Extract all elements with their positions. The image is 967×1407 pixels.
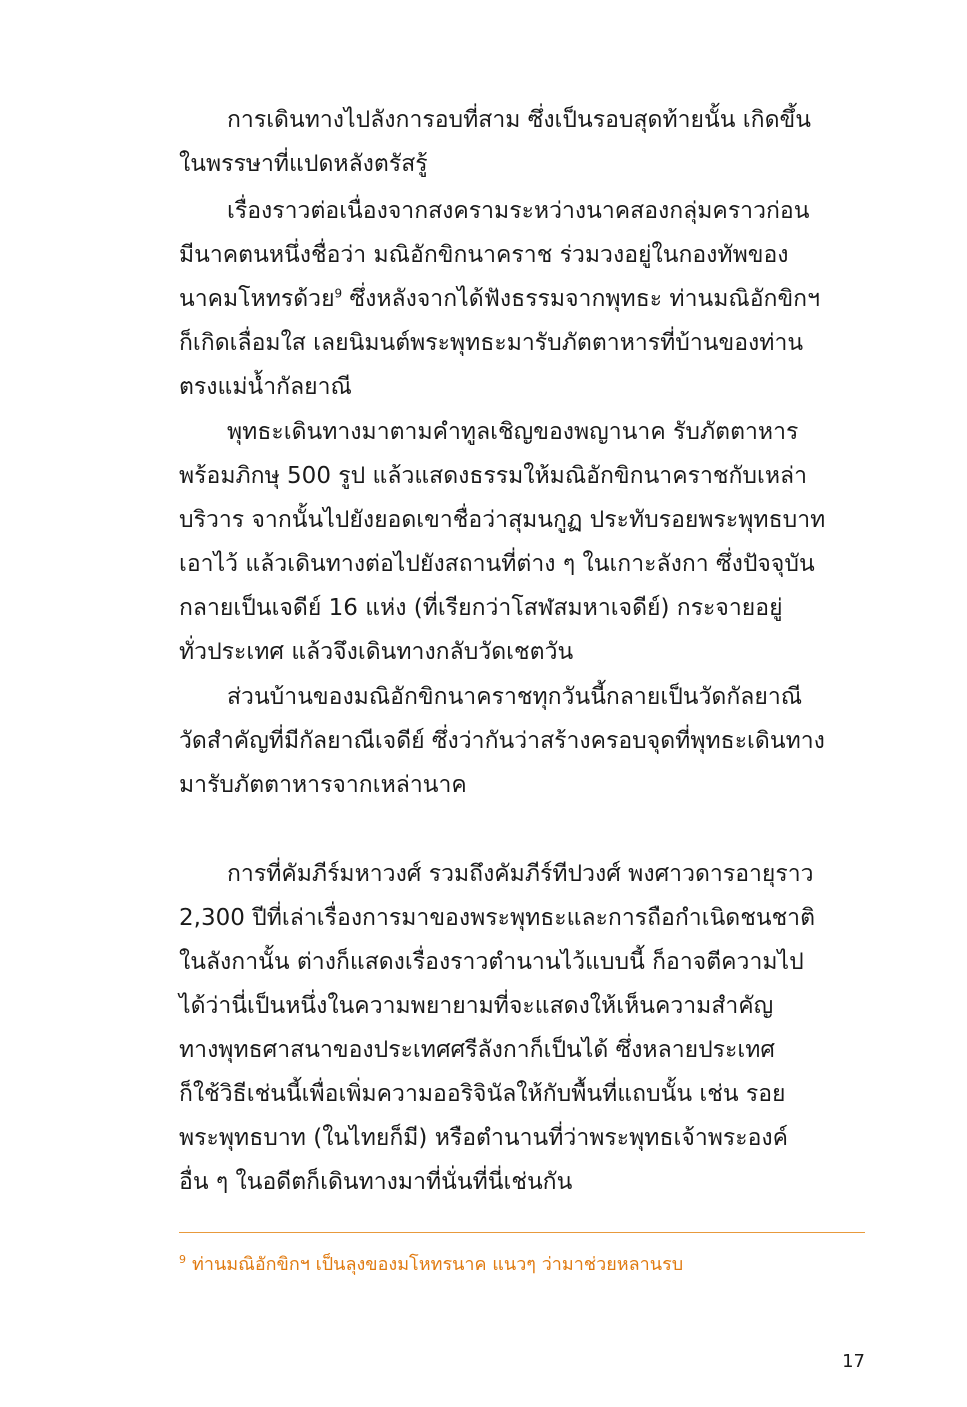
paragraph-5-line-8: อื่น ๆ ในอดีตก็เดินทางมาที่นั่นที่นี่เช่นกัน [179, 1169, 573, 1195]
paragraph-5-line-1: การที่คัมภีร์มหาวงศ์ รวมถึงคัมภีร์ทีปวงศ์ พงศาวดารอายุราว [227, 861, 814, 887]
footnote-text: ท่านมณิอักขิกฯ เป็นลุงของมโหทรนาค แนวๆ ว่ามาช่วยหลานรบ [192, 1254, 684, 1275]
footnote-reference[interactable]: 9 [334, 286, 343, 301]
paragraph-3-line-4: เอาไว้ แล้วเดินทางต่อไปยังสถานที่ต่าง ๆ ในเกาะลังกา ซึ่งปัจจุบัน [179, 551, 815, 577]
paragraph-4-line-3: มารับภัตตาหารจากเหล่านาค [179, 772, 467, 798]
paragraph-2-line-3-end: ซึ่งหลังจากได้ฟังธรรมจากพุทธะ ท่านมณิอักขิกฯ [342, 286, 821, 312]
paragraph-4-line-2: วัดสำคัญที่มีกัลยาณีเจดีย์ ซึ่งว่ากันว่าสร้างครอบจุดที่พุทธะเดินทาง [179, 728, 825, 754]
paragraph-3-line-6: ทั่วประเทศ แล้วจึงเดินทางกลับวัดเชตวัน [179, 639, 574, 665]
paragraph-2-line-1: เรื่องราวต่อเนื่องจากสงครามระหว่างนาคสองกลุ่มคราวก่อน [227, 198, 810, 224]
paragraph-3-line-1: พุทธะเดินทางมาตามคำทูลเชิญของพญานาค รับภัตตาหาร [227, 419, 799, 445]
paragraph-5-line-5: ทางพุทธศาสนาของประเทศศรีลังกาก็เป็นได้ ซึ่งหลายประเทศ [179, 1037, 776, 1063]
paragraph-4-line-1: ส่วนบ้านของมณิอักขิกนาคราชทุกวันนี้กลายเป็นวัดกัลยาณี [227, 684, 803, 710]
paragraph-2-line-4: ก็เกิดเลื่อมใส เลยนิมนต์พระพุทธะมารับภัตตาหารที่บ้านของท่าน [179, 330, 804, 356]
paragraph-3-line-3: บริวาร จากนั้นไปยังยอดเขาชื่อว่าสุมนกูฏ ประทับรอยพระพุทธบาท [179, 507, 826, 533]
paragraph-3-line-2: พร้อมภิกษุ 500 รูป แล้วแสดงธรรมให้มณิอักขิกนาคราชกับเหล่า [179, 463, 808, 489]
footnote-divider [179, 1232, 865, 1233]
paragraph-5-line-6: ก็ใช้วิธีเช่นนี้เพื่อเพิ่มความออริจินัลให้กับพื้นที่แถบนั้น เช่น รอย [179, 1081, 786, 1107]
paragraph-1-line-2: ในพรรษาที่แปดหลังตรัสรู้ [179, 151, 428, 177]
paragraph-5-line-4: ได้ว่านี่เป็นหนึ่งในความพยายามที่จะแสดงให้เห็นความสำคัญ [179, 993, 774, 1019]
page-number: 17 [842, 1351, 865, 1372]
paragraph-2-line-2: มีนาคตนหนึ่งชื่อว่า มณิอักขิกนาคราช ร่วมวงอยู่ในกองทัพของ [179, 242, 789, 268]
paragraph-2-line-5: ตรงแม่น้ำกัลยาณี [179, 374, 352, 400]
paragraph-2-line-3-start: นาคมโหทรด้วย [179, 286, 335, 312]
paragraph-2-line-3 [179, 282, 820, 316]
footnote [179, 1250, 683, 1280]
paragraph-5-line-2: 2,300 ปีที่เล่าเรื่องการมาของพระพุทธะและการถือกำเนิดชนชาติ [179, 905, 816, 931]
paragraph-1-line-1: การเดินทางไปลังการอบที่สาม ซึ่งเป็นรอบสุดท้ายนั้น เกิดขึ้น [227, 107, 811, 133]
paragraph-3-line-5: กลายเป็นเจดีย์ 16 แห่ง (ที่เรียกว่าโสฬสมหาเจดีย์) กระจายอยู่ [179, 595, 783, 621]
footnote-number: 9 [179, 1253, 186, 1266]
paragraph-5-line-7: พระพุทธบาท (ในไทยก็มี) หรือตำนานที่ว่าพระพุทธเจ้าพระองค์ [179, 1125, 789, 1151]
paragraph-5-line-3: ในลังกานั้น ต่างก็แสดงเรื่องราวตำนานไว้แบบนี้ ก็อาจตีความไป [179, 949, 804, 975]
